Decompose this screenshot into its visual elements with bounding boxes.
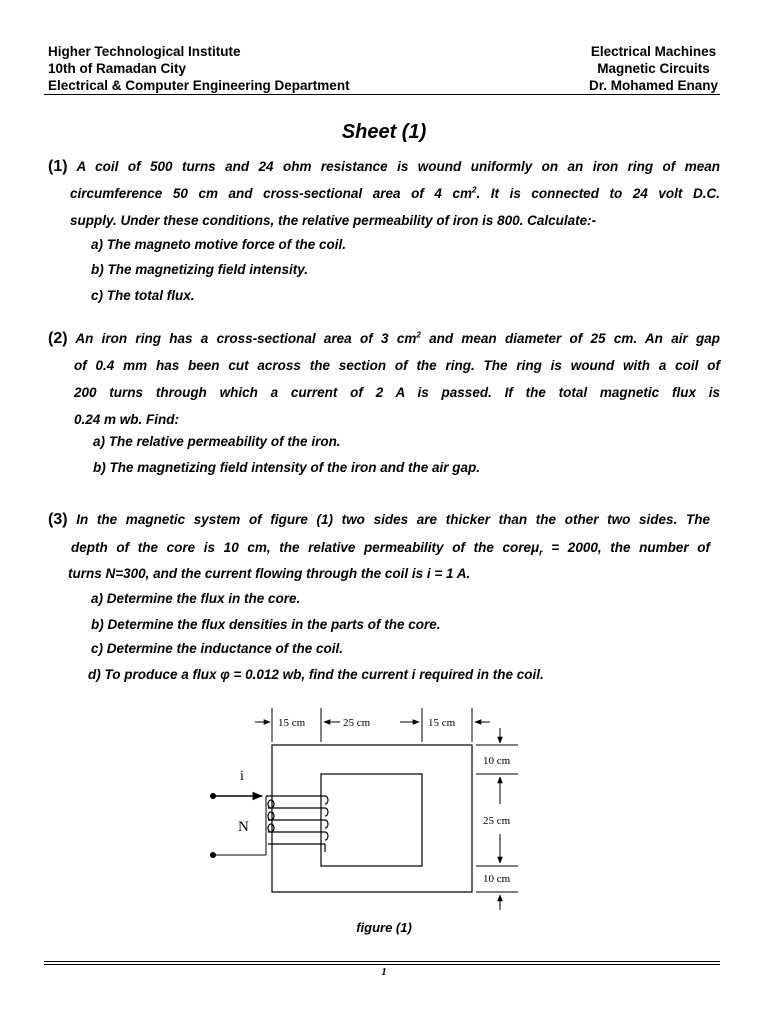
q1-line-3: supply. Under these conditions, the relative permeability of iron is 800. Calculate:- [70, 213, 597, 228]
dim-top-right-label: 15 cm [428, 717, 456, 729]
q2-part-a: a) The relative permeability of the iron. [93, 434, 341, 449]
core-window-outline [321, 774, 422, 866]
q2-line-1: (2) An iron ring has a cross-sectional area of 3 $cm^2$ and mean diameter of 25 cm. An air gap [48, 330, 721, 347]
figure-caption: figure (1) [356, 920, 412, 935]
q3-part-a: a) Determine the flux in the core. [91, 591, 301, 606]
header-right [589, 43, 718, 94]
q1-number: (1) [48, 158, 68, 175]
q2-number: (2) [48, 330, 68, 347]
dim-right-top-label: 10 cm [483, 755, 511, 767]
q3-line-2: depth of the core is 10 cm, the relative permeability of the coreμ$_r$ = 2000, the number of [71, 540, 710, 558]
q1-line-1: (1) A coil of 500 turns and 24 ohm resistance is wound uniformly on an iron ring of mean [48, 158, 720, 175]
course-name: Electrical Machines [590, 44, 717, 59]
q2-line-4: 0.24 m wb. Find: [74, 412, 180, 427]
q1-part-b: b) The magnetizing field intensity. [91, 262, 309, 277]
coil-winding [266, 796, 328, 852]
q2-part-b: b) The magnetizing field intensity of the iron and the air gap. [93, 460, 481, 475]
topic-name: Magnetic Circuits [597, 61, 710, 76]
dim-right-middle-label: 25 cm [483, 815, 511, 827]
q3-number: (3) [48, 511, 68, 528]
phi-symbol: φ [220, 667, 230, 682]
q3-part-c: c) Determine the inductance of the coil. [91, 641, 344, 656]
dim-right-bottom-label: 10 cm [483, 873, 511, 885]
sheet-title: Sheet (1) [341, 121, 427, 143]
magnetic-circuit-figure [200, 700, 540, 916]
q1-part-a: a) The magneto motive force of the coil. [91, 237, 347, 252]
department-name: Electrical & Computer Engineering Department [48, 78, 350, 93]
q2-line-3: 200 turns through which a current of 2 A is passed. If the total magnetic flux is [74, 385, 720, 400]
city-name: 10th of Ramadan City [48, 61, 187, 76]
footer-rule-top [44, 961, 720, 962]
core-outer-outline [272, 745, 472, 892]
footer-rule-bottom [44, 964, 720, 965]
q3-line-3: turns N=300, and the current flowing through the coil is i = 1 A. [68, 566, 471, 581]
mu-symbol: $\mu_r$ [530, 540, 543, 558]
q3-part-b: b) Determine the flux densities in the parts of the core. [91, 617, 441, 632]
q1-part-c: c) The total flux. [91, 288, 195, 303]
instructor-name: Dr. Mohamed Enany [588, 78, 718, 93]
dim-top-middle-label: 25 cm [343, 717, 371, 729]
page-number: 1 [381, 966, 387, 978]
institute-name: Higher Technological Institute [48, 44, 241, 59]
q2-line-2: of 0.4 mm has been cut across the section of the ring. The ring is wound with a coil of [74, 358, 720, 373]
q1-line-2: circumference 50 cm and cross-sectional area of 4 $cm^2$. It is connected to 24 volt D.C. [70, 185, 720, 201]
q3-part-d: d) To produce a flux φ = 0.012 wb, find the current i required in the coil. [88, 667, 544, 682]
turns-label: N [238, 819, 249, 835]
current-label: i [240, 769, 244, 784]
dim-top-left-label: 15 cm [278, 717, 306, 729]
q3-line-1: (3) In the magnetic system of figure (1) two sides are thicker than the other two sides. The [48, 511, 710, 528]
header-left [48, 43, 350, 94]
header-rule [44, 94, 720, 95]
